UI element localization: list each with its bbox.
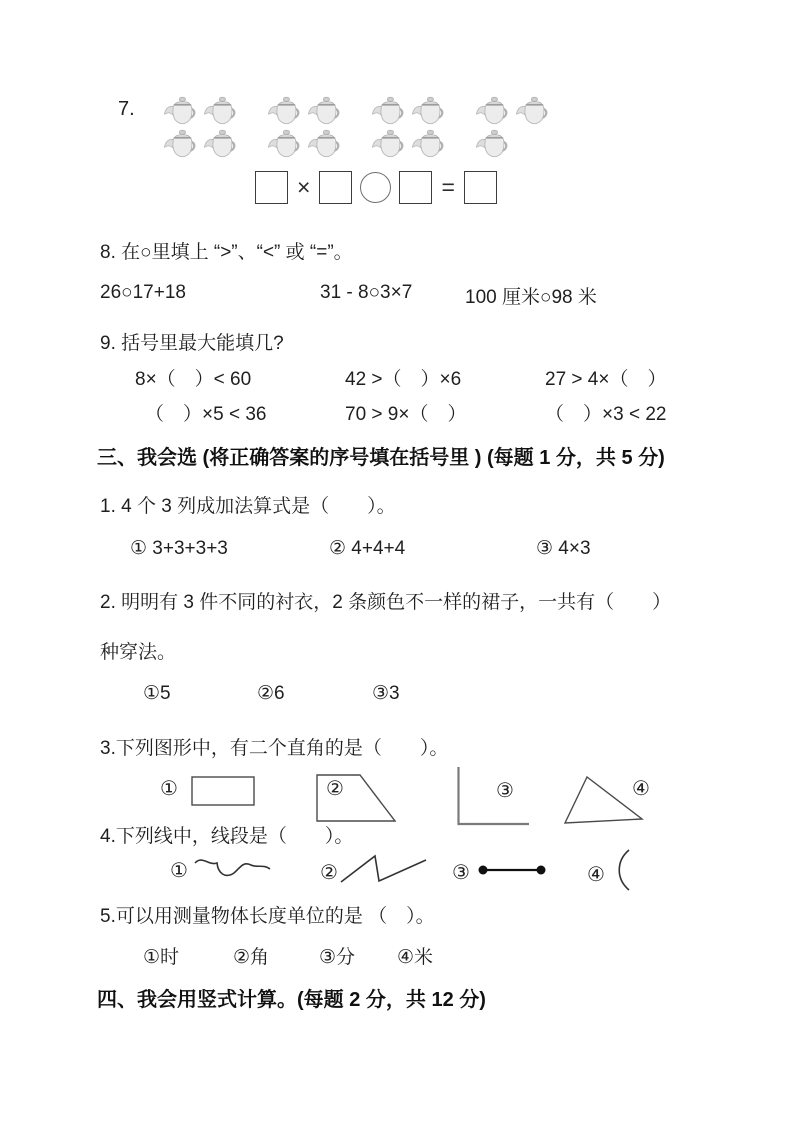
line-1-label: ① — [170, 860, 188, 882]
teapot-icon — [307, 96, 344, 126]
teapot-icon — [371, 96, 408, 126]
teapot-icon — [475, 129, 512, 159]
shape-4-label: ④ — [632, 778, 650, 800]
teapot-icon — [163, 129, 200, 159]
option: ③ 4×3 — [536, 538, 591, 559]
teapot-group — [267, 96, 344, 159]
right-angle-shape — [457, 766, 531, 826]
teapot-icon — [411, 96, 448, 126]
question-7 — [118, 98, 552, 159]
teapot-icon — [203, 96, 240, 126]
q9-item: 42 >（ ）×6 — [345, 369, 462, 390]
line-4-label: ④ — [587, 864, 605, 886]
teapot-icon — [371, 129, 408, 159]
teapot-icon — [475, 96, 512, 126]
teapot-icon — [267, 96, 304, 126]
question-9-row1 — [135, 364, 666, 391]
shape-1-label: ① — [160, 778, 178, 800]
segment-line — [476, 861, 548, 879]
q9-item: 27 > 4×（ ） — [545, 369, 667, 390]
teapot-icon — [267, 129, 304, 159]
option: ③分 — [319, 947, 356, 968]
q9-item: （ ）×5 < 36 — [145, 404, 267, 425]
line-2-label: ② — [320, 862, 338, 884]
teapot-icon — [515, 96, 552, 126]
option: ②6 — [257, 683, 285, 704]
option: ①时 — [143, 947, 180, 968]
q8-item: 100 厘米○98 米 — [465, 287, 597, 308]
answer-box-2 — [319, 171, 352, 204]
choice-1-options — [130, 537, 591, 560]
q8-item: 26○17+18 — [100, 282, 186, 303]
choice-5-options — [143, 942, 433, 969]
question-8-title: 8. 在○里填上 “>”、“<” 或 “=”。 — [100, 242, 353, 263]
option: ①5 — [143, 683, 171, 704]
option: ④米 — [397, 947, 434, 968]
choice-3-title: 3.下列图形中，有二个直角的是（ ）。 — [100, 738, 449, 759]
choice-2-line1: 2. 明明有 3 件不同的衬衣，2 条颜色不一样的裙子，一共有（ ） — [100, 592, 672, 613]
section-3-header: 三、我会选 (将正确答案的序号填在括号里 ) (每题 1 分，共 5 分) — [97, 447, 665, 469]
teapot-group — [371, 96, 448, 159]
teapot-group — [475, 96, 552, 159]
option: ③3 — [372, 683, 400, 704]
question-7-number: 7. — [118, 98, 135, 120]
question-9-row2 — [145, 399, 666, 426]
teapot-icon — [203, 129, 240, 159]
zigzag-line — [340, 852, 428, 884]
arc-line — [612, 848, 632, 892]
teapot-icon — [307, 129, 344, 159]
teapot-groups — [163, 96, 552, 159]
answer-box-4 — [464, 171, 497, 204]
multiply-sign: × — [297, 174, 311, 200]
q8-item: 31 - 8○3×7 — [320, 282, 413, 303]
teapot-group — [163, 96, 240, 159]
choice-2-line2: 种穿法。 — [100, 642, 177, 663]
answer-box-3 — [399, 171, 432, 204]
question-8-items — [100, 282, 597, 309]
q9-item: 8×（ ）< 60 — [135, 369, 252, 390]
wavy-line — [194, 854, 272, 886]
rectangle-shape — [191, 776, 255, 806]
choice-1-title: 1. 4 个 3 列成加法算式是（ ）。 — [100, 496, 396, 517]
q9-item: （ ）×3 < 22 — [545, 404, 667, 425]
equals-sign: = — [441, 174, 455, 200]
choice-2-options — [143, 682, 400, 705]
option: ②角 — [233, 947, 270, 968]
shape-2-label: ② — [326, 778, 344, 800]
teapot-icon — [411, 129, 448, 159]
line-3-label: ③ — [452, 862, 470, 884]
q9-item: 70 > 9×（ ） — [345, 404, 467, 425]
answer-box-1 — [255, 171, 288, 204]
operator-circle — [360, 172, 391, 203]
choice-5-title: 5.可以用测量物体长度单位的是 （ ）。 — [100, 906, 435, 927]
question-9-title: 9. 括号里最大能填几? — [100, 333, 284, 354]
choice-3-shapes — [100, 762, 720, 826]
question-7-equation — [255, 171, 497, 204]
shape-3-label: ③ — [496, 780, 514, 802]
option: ② 4+4+4 — [329, 538, 406, 559]
teapot-icon — [163, 96, 200, 126]
choice-4-title: 4.下列线中，线段是（ ）。 — [100, 826, 354, 847]
choice-4-lines — [100, 848, 720, 894]
section-4-header: 四、我会用竖式计算。(每题 2 分，共 12 分) — [97, 989, 486, 1011]
option: ① 3+3+3+3 — [130, 538, 228, 559]
